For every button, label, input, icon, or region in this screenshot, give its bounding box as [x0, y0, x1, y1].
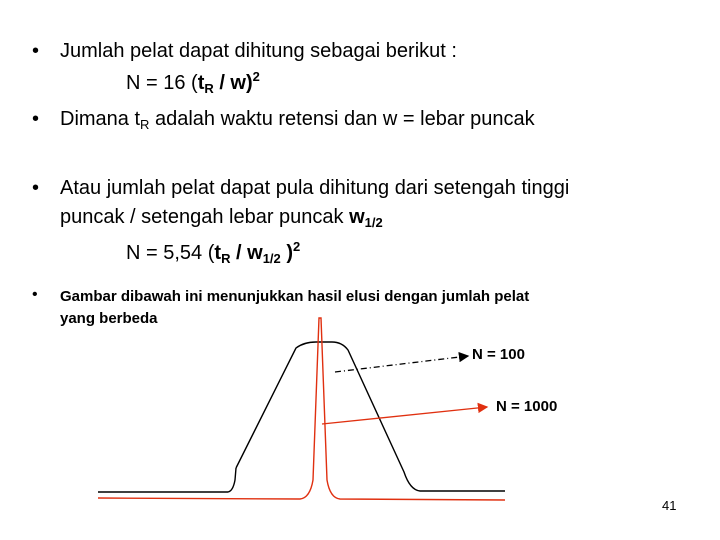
bullet-text-2: Dimana $t_R$ adalah waktu retensi dan w = lebar puncak	[60, 108, 535, 132]
bullet-dot-1: •	[32, 40, 40, 62]
bullet-text-1: Jumlah pelat dapat dihitung sebagai berikut :	[60, 40, 457, 62]
bullet-dot-3: •	[32, 177, 40, 199]
formula-1: N = 16 $(t_R / w)^2$	[126, 69, 260, 96]
label-n100: N = 100	[472, 346, 525, 363]
bullet-text-3-line2: puncak / setengah lebar puncak $w_{1/2}$	[60, 206, 383, 230]
bullet-dot-4: •	[32, 286, 38, 303]
label-n1000: N = 1000	[496, 398, 558, 415]
baseline	[98, 468, 236, 492]
bullet-text-3-line1: Atau jumlah pelat dapat pula dihitung dari setengah tinggi	[60, 177, 570, 199]
page-number: 41	[662, 498, 677, 513]
bullet-dot-2: •	[32, 108, 40, 130]
peak-n100	[236, 342, 505, 491]
bullet-text-4-line1: Gambar dibawah ini menunjukkan hasil elusi dengan jumlah pelat	[60, 288, 530, 305]
formula-2: N = 5,54 ($t_R / w_{1/2}$ )$^2$	[126, 239, 301, 266]
arrow-n1000	[322, 407, 487, 424]
bullet-text-4-line2: yang berbeda	[60, 310, 158, 327]
